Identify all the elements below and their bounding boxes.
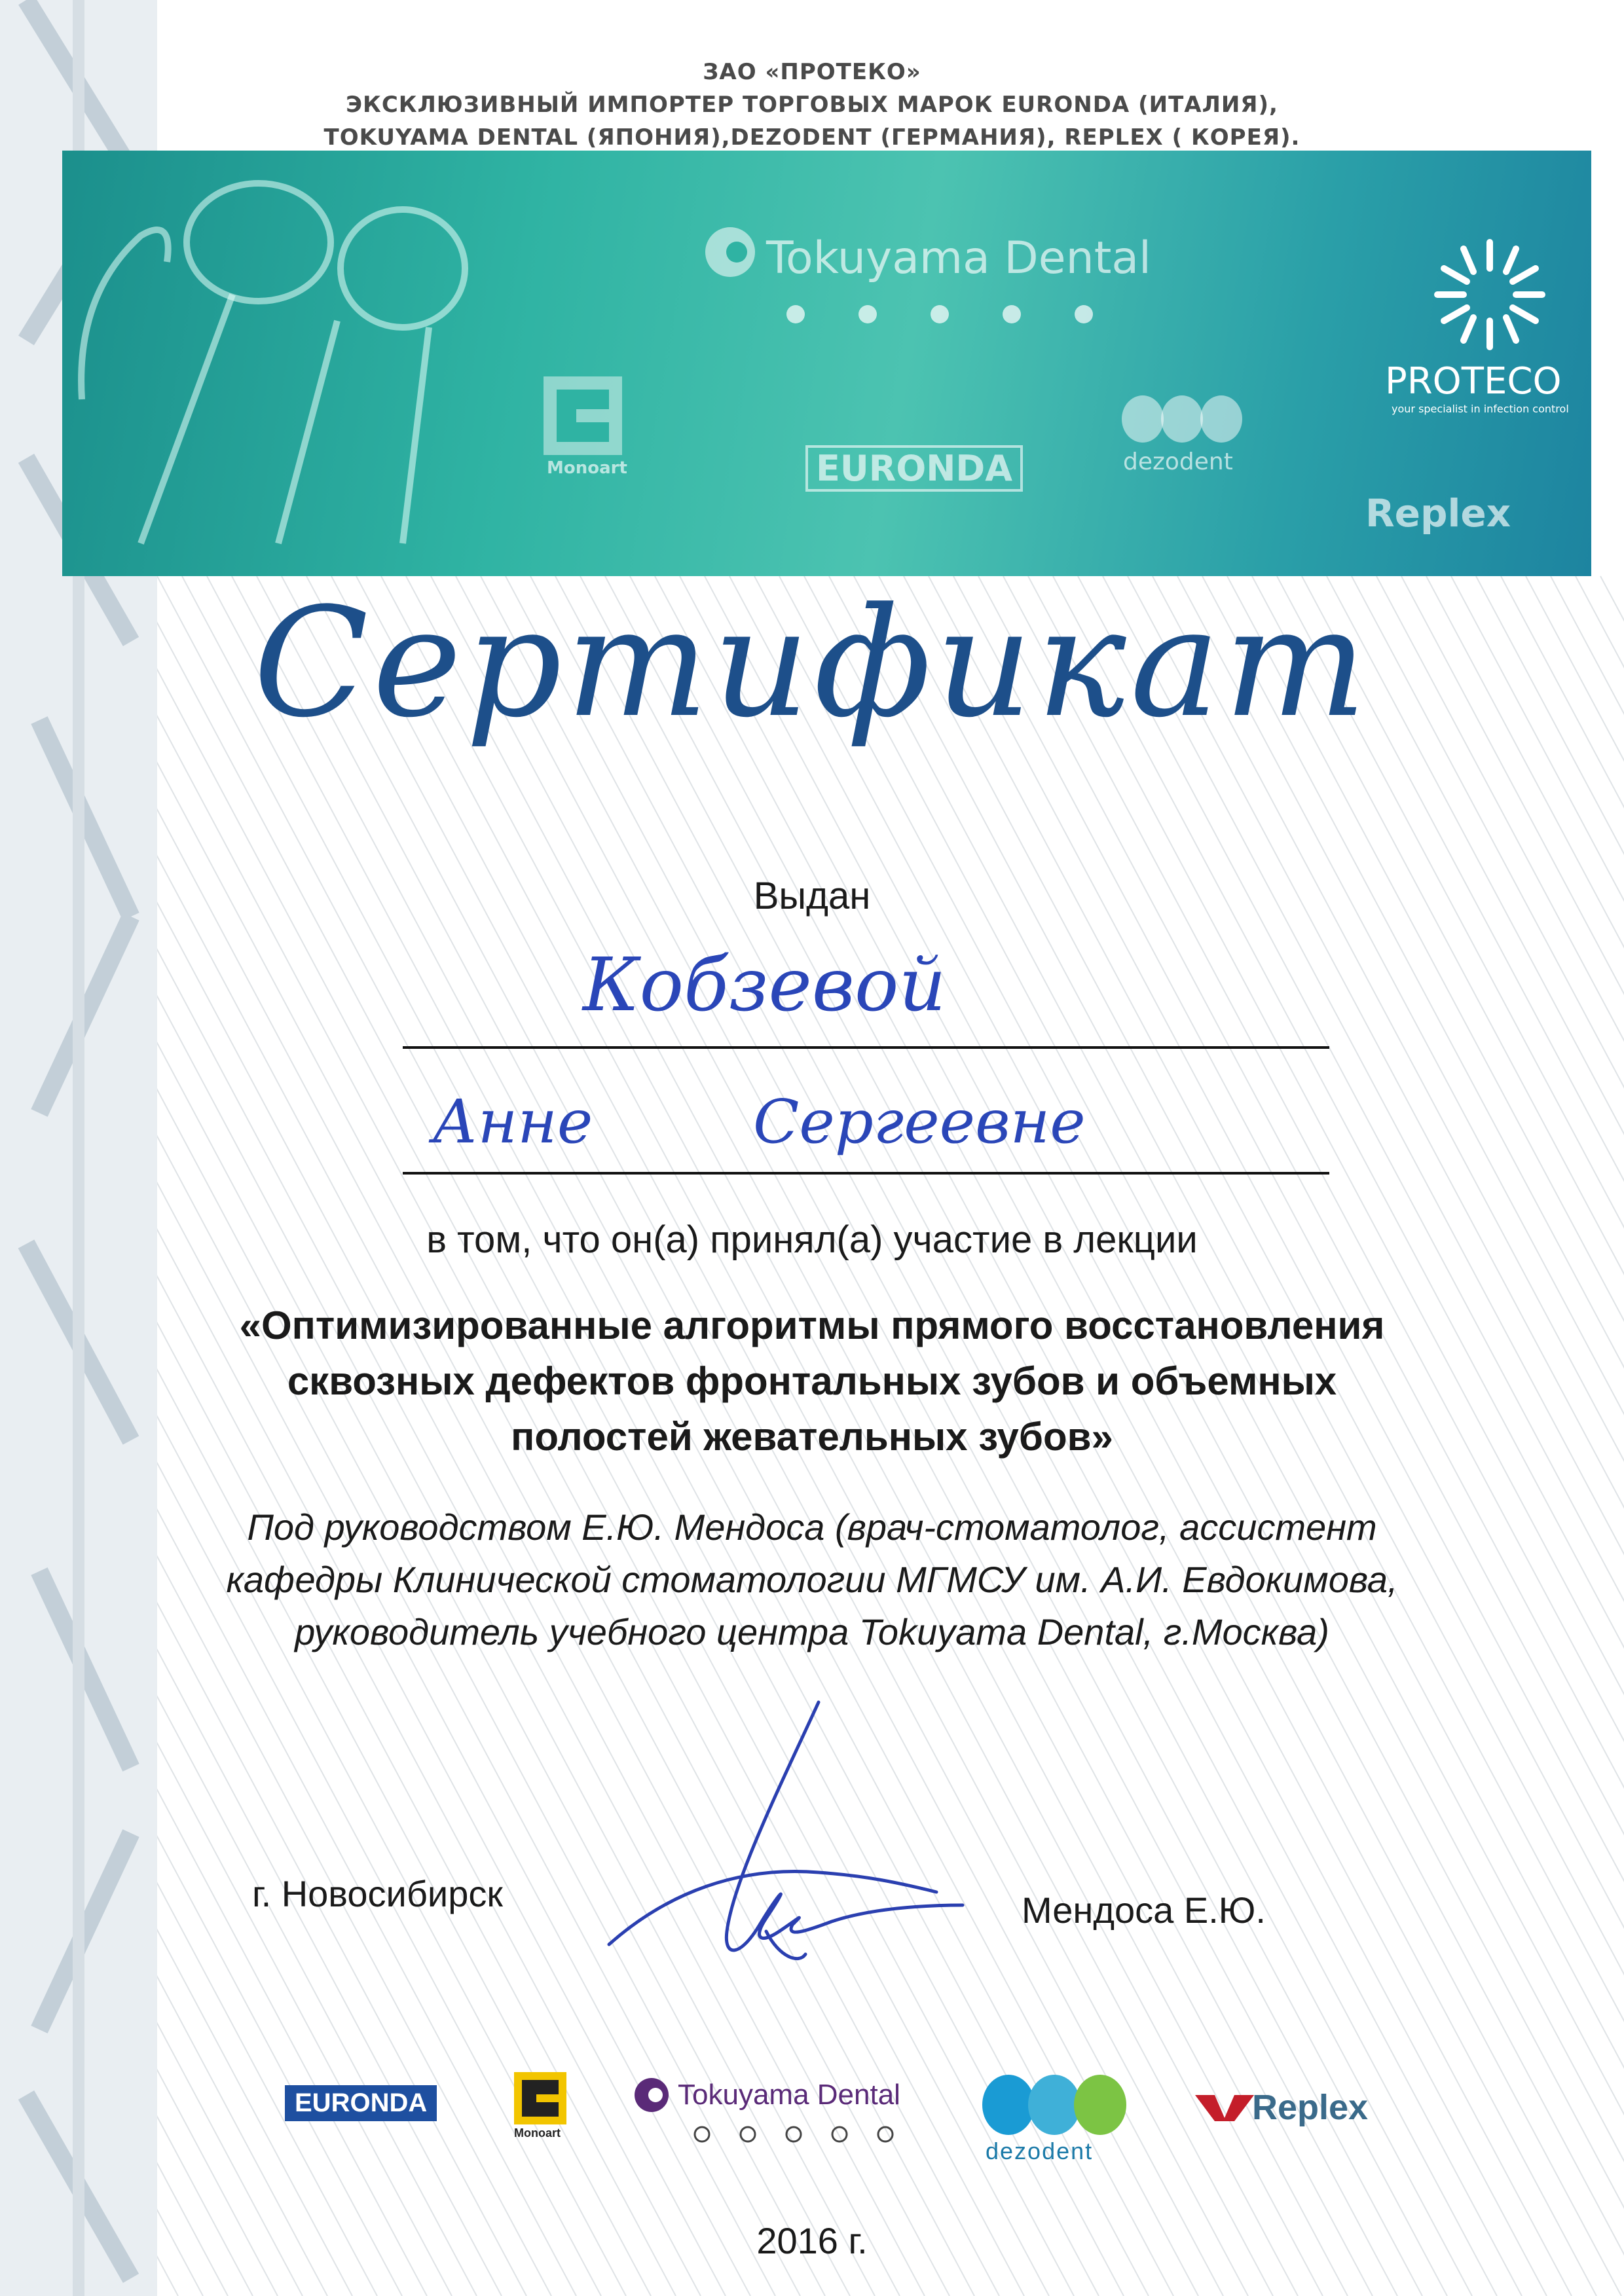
proteco-starburst-icon (1424, 229, 1555, 360)
banner-dezodent-logo: dezodent (1123, 448, 1233, 475)
lecture-title-line2: сквозных дефектов фронтальных зубов и объемных (287, 1359, 1337, 1403)
brand-banner (62, 151, 1591, 576)
participation-text: в том, что он(а) принял(а) участие в лекции (426, 1218, 1198, 1261)
supervision-line1: Под руководством Е.Ю. Мендоса (врач-стоматолог, ассистент (247, 1506, 1377, 1548)
footer-euronda-logo: EURONDA (285, 2085, 437, 2121)
banner-replex-logo: Replex (1365, 491, 1511, 536)
footer-replex-logo: Replex (1252, 2088, 1369, 2127)
banner-tokuyama-logo: Tokuyama Dental (766, 232, 1151, 284)
monoart-logo-icon (544, 376, 622, 455)
footer-monoart-logo: Monoart (514, 2126, 561, 2140)
header-brands-line: TOKUYAMA DENTAL (ЯПОНИЯ),DEZODENT (ГЕРМАНИЯ), REPLEX ( КОРЕЯ). (323, 124, 1301, 151)
tokuyama-logo-icon (701, 223, 760, 282)
footer-dezodent-logo: dezodent (986, 2138, 1094, 2164)
recipient-patronymic: Сергеевне (753, 1087, 1086, 1157)
footer-dezodent-icon (976, 2072, 1133, 2138)
footer-replex-icon (1195, 2092, 1254, 2124)
year: 2016 г. (756, 2220, 868, 2261)
dental-instruments-image (62, 151, 521, 576)
supervision-line2: кафедры Клинической стоматологии МГМСУ им. А.И. Евдокимова, (226, 1559, 1398, 1600)
surname-underline (403, 1046, 1329, 1049)
recipient-surname: Кобзевой (583, 943, 946, 1028)
supervision-line3: руководитель учебного центра Tokuyama Dental, г.Москва) (295, 1611, 1329, 1652)
footer-tokuyama-icon (632, 2075, 671, 2115)
footer-tokuyama-logo: Tokuyama Dental (678, 2079, 900, 2111)
name-underline (403, 1172, 1329, 1175)
lecture-title-line3: полостей жевательных зубов» (511, 1415, 1113, 1459)
footer-monoart-icon (514, 2072, 566, 2124)
lecture-title-line1: «Оптимизированные алгоритмы прямого восстановления (239, 1303, 1385, 1347)
city: г. Новосибирск (252, 1873, 503, 1914)
certificate-title: Сертификат (253, 576, 1371, 751)
footer-tokuyama-dots (688, 2121, 897, 2147)
signatory-name: Мендоса Е.Ю. (1022, 1889, 1266, 1931)
banner-euronda-logo: EURONDA (805, 445, 1023, 492)
recipient-first-name: Анне (432, 1087, 593, 1157)
dezodent-logo-icon (1116, 393, 1247, 445)
banner-monoart-logo: Monoart (547, 458, 627, 478)
header-company: ЗАО «ПРОТЕКО» (703, 59, 921, 85)
tokuyama-dots (783, 301, 1149, 327)
handwritten-signature (570, 1696, 989, 1977)
header-importer-line: ЭКСКЛЮЗИВНЫЙ ИМПОРТЕР ТОРГОВЫХ МАРОК EURONDA (ИТАЛИЯ), (346, 92, 1278, 118)
issued-label: Выдан (753, 875, 871, 917)
banner-proteco-tagline: your specialist in infection control (1392, 403, 1569, 415)
banner-proteco-logo: PROTECO (1385, 360, 1562, 403)
